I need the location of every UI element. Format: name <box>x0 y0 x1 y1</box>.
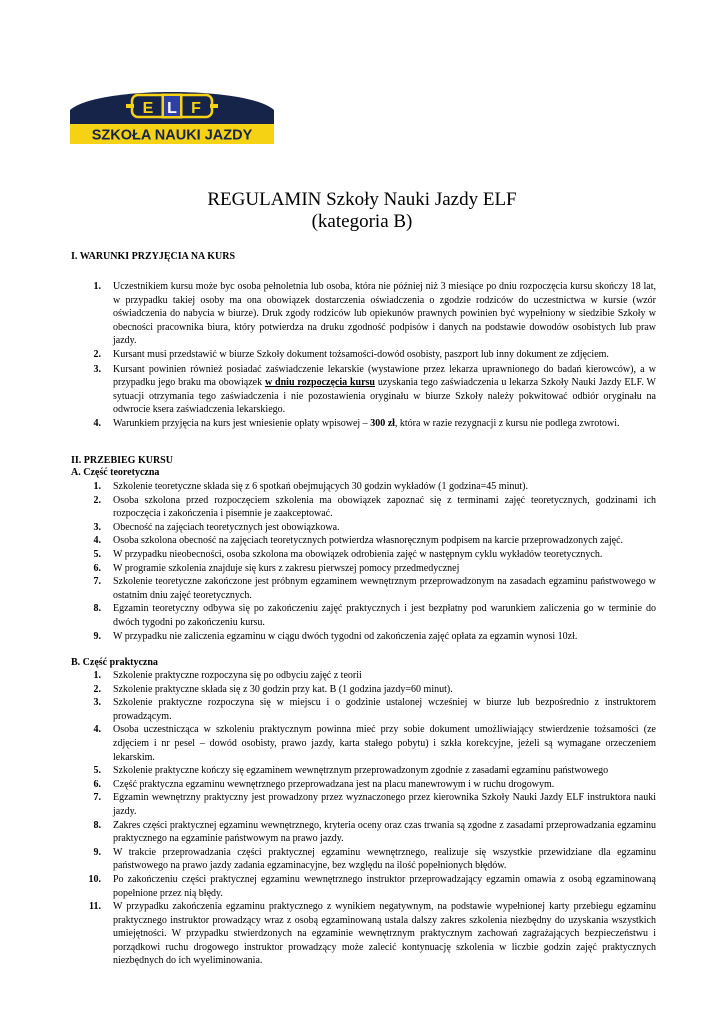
logo-letter-f: F <box>191 100 201 117</box>
item-text: Zakres części praktycznej egzaminu wewnętrznego, kryteria oceny oraz czas trwania są zgodne z zasadami przeprowadzania egzaminu praktycznego na egzaminie państwowym na prawo jazdy. <box>113 819 656 845</box>
theory-list <box>71 480 656 643</box>
item-text: Osoba szkolona obecność na zajęciach teoretycznych potwierdza własnoręcznym podpisem na karcie przeprowadzonych zajęć. <box>113 535 624 547</box>
item-number: 9. <box>93 846 101 858</box>
list-item <box>71 494 656 521</box>
section-heading-przebieg: II. PRZEBIEG KURSU <box>71 455 173 466</box>
item-text: Szkolenie praktyczne rozpoczyna się w miejscu i o godzinie ustalonej wcześniej w biurze lub bezpośrednio z instruktorem prowadzącym. <box>113 697 656 722</box>
logo-letter-e: E <box>142 100 154 117</box>
subsection-heading-praktyka: B. Część praktyczna <box>71 657 158 668</box>
list-item <box>71 417 656 431</box>
item-number: 6. <box>93 562 101 574</box>
item-number: 3. <box>93 363 101 375</box>
item-text: Osoba szkolona przed rozpoczęciem szkolenia ma obowiązek zapoznać się z terminami zajęć teoretycznych, godzinami ich rozpoczęcia i zakończenia i pisemnie je zaakceptować. <box>113 494 656 520</box>
list-item <box>71 575 656 602</box>
item-text: Egzamin teoretyczny odbywa się po zakończeniu zajęć praktycznych i jest bezpłatny pod warunkiem zaliczenia go w terminie do dwóch tygodni po zakończeniu kursu. <box>113 603 656 628</box>
item-number: 8. <box>93 603 101 615</box>
item-text-part: , która w razie rezygnacji z kursu nie podlega zwrotowi. <box>394 418 620 430</box>
item-text: W przypadku nieobecności, osoba szkolona ma obowiązek odrobienia zajęć w następnym cyklu wykładów teoretycznych. <box>113 548 603 560</box>
list-item <box>71 764 656 778</box>
item-text-part: uzyskania tego zaświadczenia u lekarza Szkoły Nauki Jazdy ELF. W sytuacji otrzymania tego zaświadczenia i nie pozostawienia oryginału w biurze Szkoły należy pokwitować odbiór oryginału na odwrocie ksera zaświadczenia lekarskiego. <box>113 377 656 416</box>
list-item <box>71 562 656 576</box>
item-number: 7. <box>93 576 101 588</box>
item-number: 4. <box>93 535 101 547</box>
item-number: 7. <box>93 792 101 804</box>
item-number: 4. <box>93 418 101 430</box>
item-number: 1. <box>93 670 101 681</box>
list-item <box>71 521 656 535</box>
section1-list <box>71 280 656 432</box>
item-number: 5. <box>93 548 101 560</box>
list-item <box>71 873 656 900</box>
item-number: 1. <box>93 481 101 492</box>
list-item <box>71 548 656 562</box>
list-item <box>71 696 656 723</box>
item-text: W przypadku zakończenia egzaminu praktycznego z wynikiem negatywnym, na podstawie wypełnionej karty przebiegu egzaminu praktycznego instruktor prowadzący wraz z osobą egzaminowaną ustala dalszy zakres szkolenia niezbędny do uzyskania wszystkich umiejętności. W przypadku stwierdzonych na egzaminie wewnętrznym praktycznym zachowań zagrażających bezpieczeństwu i porządkowi ruchu drogowego instruktor prowadzący może zalecić kontynuację szkolenia w liczbie godzin zajęć praktycznych niezbędnych do ich wyeliminowania. <box>113 901 656 967</box>
item-number: 3. <box>93 521 101 533</box>
item-text: Szkolenie teoretyczne składa się z 6 spotkań obejmujących 30 godzin wykładów (1 godzina=45 minut). <box>113 481 528 492</box>
subsection-heading-teoria: A. Część teoretyczna <box>71 467 160 478</box>
item-text-part: Warunkiem przyjęcia na kurs jest wniesienie opłaty wpisowej – <box>113 418 371 430</box>
document-title: REGULAMIN Szkoły Nauki Jazdy ELF <box>207 189 517 210</box>
item-text: W przypadku nie zaliczenia egzaminu w ciągu dwóch tygodni od zakończenia zajęć opłata za egzamin wynosi 10zł. <box>113 630 578 642</box>
item-text: Szkolenie praktyczne kończy się egzaminem wewnętrznym przeprowadzonym zgodnie z zasadami egzaminu państwowego <box>113 765 609 777</box>
list-item <box>71 280 656 348</box>
section-heading-warunki: I. WARUNKI PRZYJĘCIA NA KURS <box>71 251 236 262</box>
list-item <box>71 683 656 697</box>
list-item <box>71 363 656 417</box>
list-item <box>71 669 656 683</box>
item-text: Egzamin wewnętrzny praktyczny jest prowadzony przez wyznaczonego przez kierownika Szkoły Nauki Jazdy ELF instruktora nauki jazdy. <box>113 792 656 817</box>
item-text: Kursant musi przedstawić w biurze Szkoły dokument tożsamości-dowód osobisty, paszport lub inny dokument ze zdjęciem. <box>113 349 609 361</box>
item-number: 5. <box>93 765 101 777</box>
item-number: 2. <box>93 349 101 361</box>
highlighted-deadline: w dniu rozpoczęcia kursu <box>264 377 375 389</box>
item-text: Część praktyczna egzaminu wewnętrznego przeprowadzana jest na placu manewrowym i w ruchu drogowym. <box>113 778 555 790</box>
item-text: Szkolenie teoretyczne zakończone jest próbnym egzaminem wewnętrznym przeprowadzonym na zasadach egzaminu państwowego w ostatnim dniu zajęć teoretycznych. <box>113 576 656 601</box>
list-item <box>71 791 656 818</box>
list-item <box>71 348 656 362</box>
list-item <box>71 602 656 629</box>
school-logo <box>66 80 278 148</box>
item-number: 2. <box>93 683 101 695</box>
logo-tagline: SZKOŁA NAUKI JAZDY <box>91 127 253 144</box>
item-number: 8. <box>93 819 101 831</box>
item-number: 1. <box>93 281 101 292</box>
item-number: 10. <box>88 873 101 885</box>
list-item <box>71 846 656 873</box>
elf-logo-graphic <box>66 80 278 148</box>
list-item <box>71 480 656 494</box>
list-item <box>71 534 656 548</box>
item-text: Po zakończeniu części praktycznej egzaminu wewnętrznego instruktor przeprowadzający egzamin omawia z osobą egzaminowaną popełnione przez nią błędy. <box>113 873 656 899</box>
logo-letter-l: L <box>167 100 177 117</box>
list-item <box>71 630 656 644</box>
list-item <box>71 900 656 968</box>
document-subtitle: (kategoria B) <box>311 211 413 232</box>
practice-list <box>71 669 656 968</box>
item-text: Szkolenie praktyczne rozpoczyna się po odbyciu zajęć z teorii <box>113 670 362 681</box>
item-number: 4. <box>93 724 101 736</box>
item-text: W trakcie przeprowadzania części praktycznej egzaminu wewnętrznego, realizuje się wszystkie przewidziane dla egzaminu państwowego na prawo jazdy zadania egzaminacyjne, bez względu na ilość popełnionych błędów. <box>113 846 656 872</box>
list-item <box>71 778 656 792</box>
fee-amount: 300 zł <box>370 418 395 430</box>
item-text: Szkolenie praktyczne składa się z 30 godzin przy kat. B (1 godzina jazdy=60 minut). <box>113 683 453 695</box>
item-text-part: Kursant powinien również posiadać zaświadczenie lekarskie (wystawione przez lekarza uprawnionego do badań kierowców), a w przypadku jego braku ma obowiązek <box>113 363 656 389</box>
item-number: 6. <box>93 778 101 790</box>
item-text: Osoba uczestnicząca w szkoleniu praktycznym powinna mieć przy sobie dokument umożliwiający stwierdzenie tożsamości (ze zdjęciem i nr pesel – dowód osobisty, prawo jazdy, karta stałego pobytu) i szkła korekcyjne, jeżeli są wymagane orzeczeniem lekarskim. <box>113 724 656 763</box>
item-text: Uczestnikiem kursu może byc osoba pełnoletnia lub osoba, która nie później niż 3 miesiące po dniu rozpoczęcia kursu skończy 18 lat, w przypadku takiej osoby ma ona obowiązek dostarczenia oświadczenia o zgodzie rodziców do uczestnictwa w kursie (wzór oświadczenia do nabycia w biurze). Druk zgody rodziców lub opiekunów prawnych powinien być wypełniony w siedzibie Szkoły w obecności pracownika biura, który potwierdza na druku zgodność podpisów i danych na podstawie dowodów osobistych lub praw jazdy. <box>113 281 656 347</box>
item-number: 2. <box>93 494 101 506</box>
item-number: 9. <box>93 630 101 642</box>
item-number: 11. <box>89 901 101 913</box>
list-item <box>71 819 656 846</box>
list-item <box>71 723 656 764</box>
item-number: 3. <box>93 697 101 709</box>
item-text: W programie szkolenia znajduje się kurs z zakresu pierwszej pomocy przedmedycznej <box>113 562 460 574</box>
item-text: Obecność na zajęciach teoretycznych jest obowiązkowa. <box>113 521 340 533</box>
